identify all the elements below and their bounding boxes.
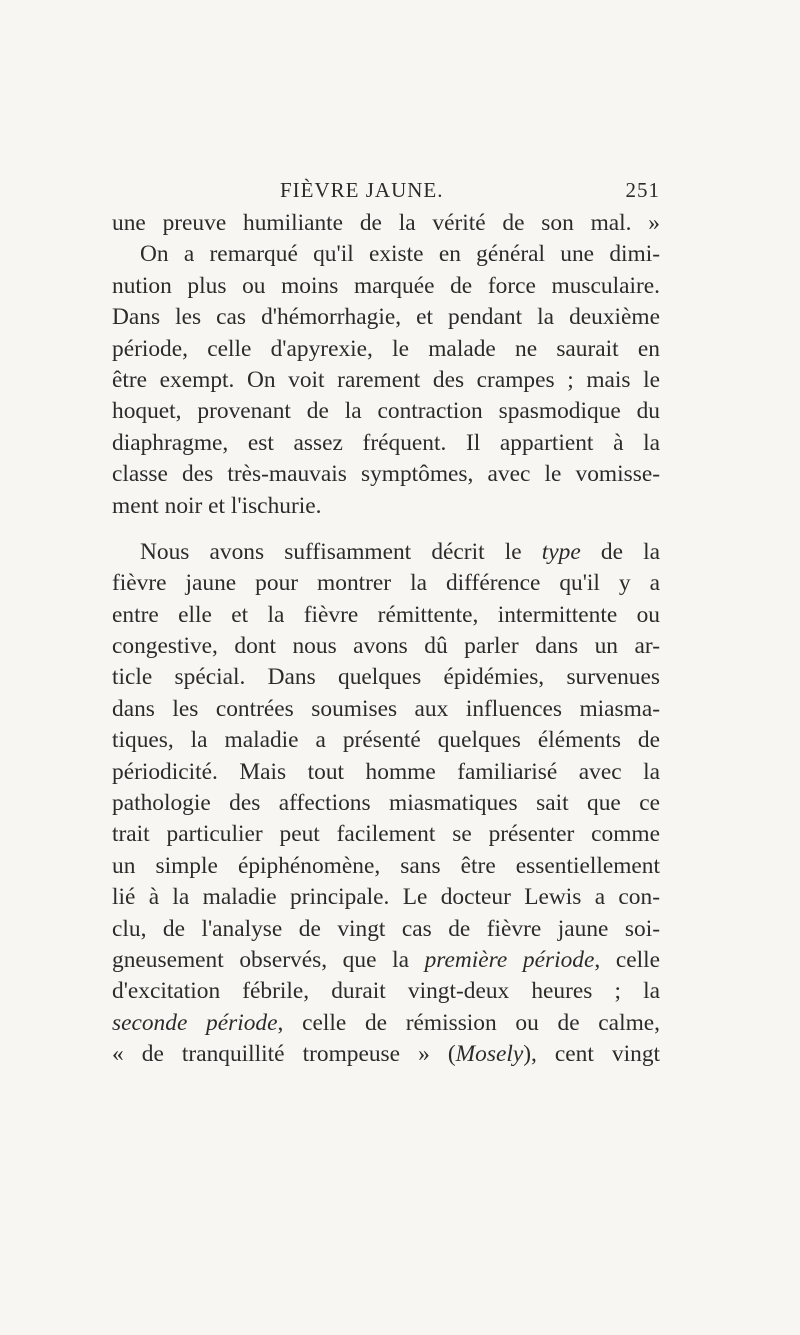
text-run: « de tranquillité trompeuse » ( [112,1041,456,1068]
text-run: gneusement observés, que la [112,946,425,973]
body-text [112,208,660,1071]
text-line: nution plus ou moins marquée de force musculaire. [112,272,660,299]
running-head [110,178,660,204]
text-line [112,945,660,976]
text-line: entre elle et la fièvre rémittente, intermittente ou [112,601,660,628]
text-line: clu, de l'analyse de vingt cas de fièvre jaune soi- [112,915,660,942]
text-line: ment noir et l'ischurie. [112,492,322,519]
text-line: périodicité. Mais tout homme familiarisé avec la [112,758,660,785]
text-line [112,537,660,568]
paragraph-gap [112,522,660,537]
text-run: ), cent vingt [523,1041,661,1068]
italic-term: type [541,538,581,565]
text-run: , celle [594,946,660,973]
text-line: une preuve humiliante de la vérité de son mal. » [112,210,660,236]
text-line: pathologie des affections miasmatiques sait que ce [112,790,660,817]
text-line: Dans les cas d'hémorrhagie, et pendant la deuxième [112,304,660,331]
page-number: 251 [625,178,660,202]
text-line: lié à la maladie principale. Le docteur Lewis a con- [112,884,660,911]
italic-term: seconde période [112,1009,278,1036]
text-line [112,1039,660,1070]
text-run: Nous avons suffisamment décrit le [140,538,542,565]
text-line: ticle spécial. Dans quelques épidémies, survenues [112,664,660,691]
text-line: tiques, la maladie a présenté quelques éléments de [112,727,660,754]
text-line: période, celle d'apyrexie, le malade ne saurait en [112,335,660,362]
paragraph-2 [112,537,660,1071]
text-run: de la [580,538,660,565]
text-run: , celle de rémission ou de calme, [277,1009,660,1036]
text-line [112,1008,660,1039]
italic-term: première période [424,946,595,973]
text-line: congestive, dont nous avons dû parler dans un ar- [112,633,660,660]
text-line: hoquet, provenant de la contraction spasmodique du [112,398,660,425]
text-line: trait particulier peut facilement se présenter comme [112,821,660,848]
italic-term: Mosely [455,1041,524,1068]
text-line: dans les contrées soumises aux influences miasma- [112,695,660,722]
paragraph-1 [112,208,660,522]
text-line: classe des très-mauvais symptômes, avec le vomisse- [112,461,660,488]
text-line: On a remarqué qu'il existe en général une dimi- [140,241,660,268]
text-line: être exempt. On voit rarement des crampes ; mais le [112,366,660,393]
text-line: diaphragme, est assez fréquent. Il appartient à la [112,429,660,456]
running-title: FIÈVRE JAUNE. [280,178,444,202]
text-line: un simple épiphénomène, sans être essentiellement [112,852,660,879]
text-line: fièvre jaune pour montrer la différence qu'il y a [112,570,660,597]
text-line: d'excitation fébrile, durait vingt-deux heures ; la [112,978,660,1005]
